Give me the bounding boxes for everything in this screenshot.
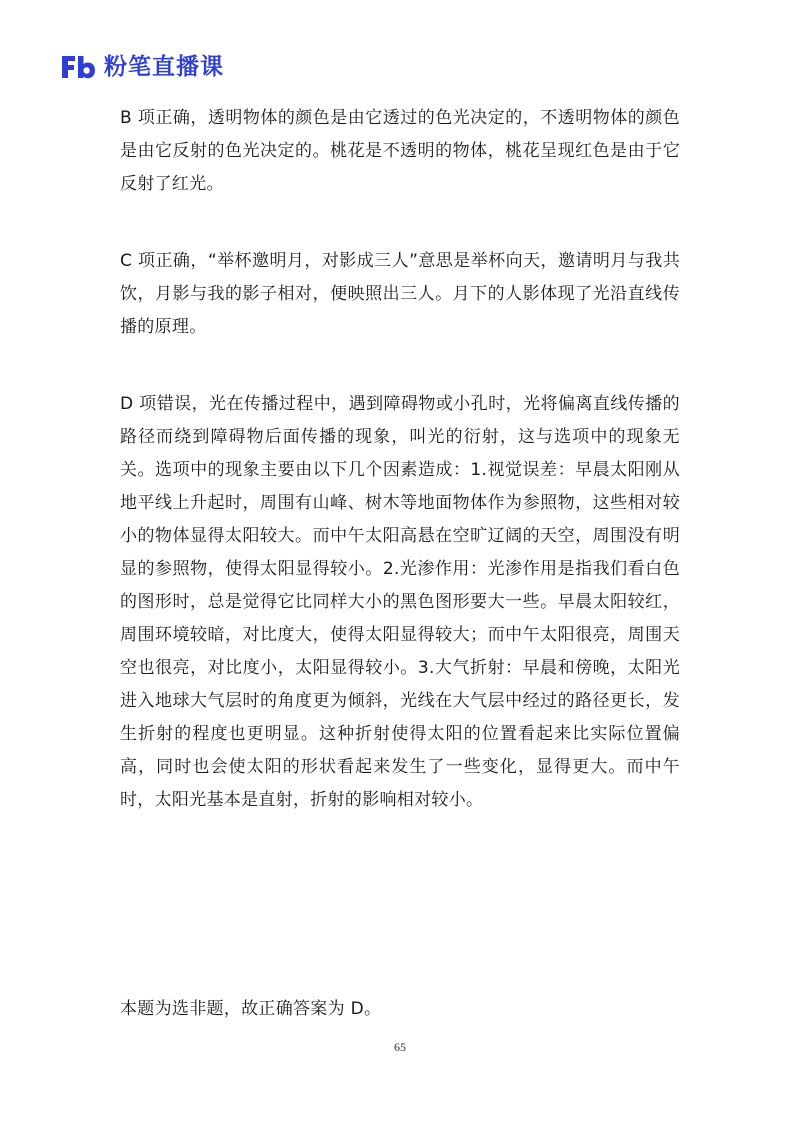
brand-name: 粉笔直播课 bbox=[104, 54, 224, 80]
brand-header bbox=[58, 52, 224, 82]
paragraph-conclusion: 本题为选非题，故正确答案为 D。 bbox=[120, 999, 382, 1019]
document-body bbox=[120, 102, 680, 1026]
paragraph-option-c: C 项正确，“举杯邀明月，对影成三人”意思是举杯向天，邀请明月与我共饮，月影与我的影子相对，便映照出三人。月下的人影体现了光沿直线传播的原理。 bbox=[120, 251, 680, 337]
paragraph-option-b: B 项正确，透明物体的颜色是由它透过的色光决定的，不透明物体的颜色是由它反射的色光决定的。桃花是不透明的物体，桃花呈现红色是由于它反射了红光。 bbox=[120, 108, 680, 194]
fb-logo-icon bbox=[58, 53, 96, 81]
page-number: 65 bbox=[394, 1040, 406, 1054]
paragraph-option-d: D 项错误，光在传播过程中，遇到障碍物或小孔时，光将偏离直线传播的路径而绕到障碍物后面传播的现象，叫光的衍射，这与选项中的现象无关。选项中的现象主要由以下几个因素造成：1.视觉误差：早晨太阳刚从地平线上升起时，周围有山峰、树木等地面物体作为参照物，这些相对较小的物体显得太阳较大。而中午太阳高悬在空旷辽阔的天空，周围没有明显的参照物，使得太阳显得较小。2.光渗作用：光渗作用是指我们看白色的图形时，总是觉得它比同样大小的黑色图形要大一些。早晨太阳较红，周围环境较暗，对比度大，使得太阳显得较大；而中午太阳很亮，周围天空也很亮，对比度小，太阳显得较小。3.大气折射：早晨和傍晚，太阳光进入地球大气层时的角度更为倾斜，光线在大气层中经过的路径更长，发生折射的程度也更明显。这种折射使得太阳的位置看起来比实际位置偏高，同时也会使太阳的形状看起来发生了一些变化，显得更大。而中午时，太阳光基本是直射，折射的影响相对较小。 bbox=[120, 394, 680, 810]
